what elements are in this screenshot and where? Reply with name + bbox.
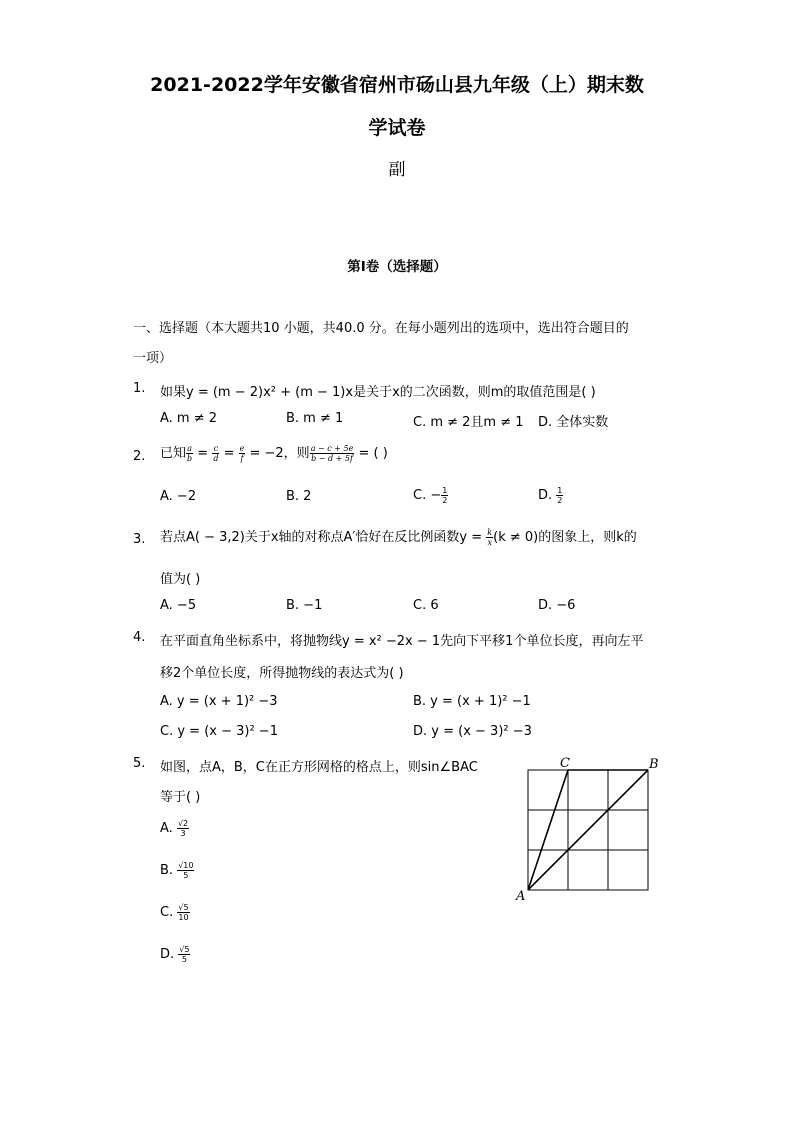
question-3-number: 3. <box>133 532 146 547</box>
fraction-denominator: x <box>487 538 492 547</box>
option-d-label: D. <box>538 488 557 503</box>
question-5-stem-line1: 如图，点A，B，C在正方形网格的格点上，则sin∠BAC <box>160 760 478 775</box>
question-5-option-d[interactable] <box>160 940 190 970</box>
fraction-numerator: √10 <box>178 861 194 870</box>
question-4-number: 4. <box>133 630 146 645</box>
volume-heading: 第I卷（选择题） <box>347 259 447 275</box>
fraction-numerator: √5 <box>179 945 190 954</box>
question-3-stem-suffix: (k ≠ 0)的图象上，则k的 <box>493 530 637 545</box>
question-4-option-c[interactable]: C. y = (x − 3)² −1 <box>160 724 278 739</box>
fraction-one-half <box>556 486 563 505</box>
option-b-label: B. <box>160 863 174 878</box>
fraction-denominator: f <box>240 454 244 463</box>
question-5-stem-line2: 等于( ) <box>160 790 201 805</box>
equals-minus-two: = −2 <box>245 446 284 461</box>
fraction-numerator: 1 <box>557 486 563 495</box>
question-2-stem-prefix: 已知 <box>160 446 187 461</box>
question-2-stem-end: = ( ) <box>354 446 388 461</box>
question-3-stem-line2: 值为( ) <box>160 572 201 587</box>
grid-figure <box>510 752 670 904</box>
question-4-option-d[interactable]: D. y = (x − 3)² −3 <box>413 724 532 739</box>
fraction-numerator: c <box>213 444 219 453</box>
question-4-stem-line1: 在平面直角坐标系中，将抛物线y = x² −2x − 1先向下平移1个单位长度，再向左平 <box>160 634 644 649</box>
question-2-option-d[interactable] <box>538 482 563 510</box>
question-5-number: 5. <box>133 756 146 771</box>
fraction-denominator: b − d + 5f <box>311 454 353 463</box>
fraction-expression <box>310 444 355 463</box>
question-3-stem-line1 <box>160 524 637 552</box>
fraction-numerator: √2 <box>177 819 189 828</box>
question-1-number: 1. <box>133 381 146 396</box>
question-5-option-b[interactable] <box>160 856 194 886</box>
point-label-b: B <box>649 757 659 772</box>
option-c-label: C. <box>160 905 174 920</box>
question-1-stem: 如果y = (m − 2)x² + (m − 1)x是关于x的二次函数，则m的取值范围是( ) <box>160 385 596 400</box>
question-1-option-a[interactable]: A. m ≠ 2 <box>160 411 218 426</box>
exam-title-line2: 学试卷 <box>368 117 426 139</box>
question-3-option-b[interactable]: B. −1 <box>286 598 323 613</box>
question-2-option-a[interactable]: A. −2 <box>160 489 197 504</box>
fraction-sqrt2-over-3 <box>177 819 189 838</box>
fraction-denominator: 3 <box>180 829 186 838</box>
question-2-stem-middle: ，则 <box>283 446 310 461</box>
fraction-denominator: 2 <box>442 496 448 505</box>
part1-heading-line2: 一项） <box>133 351 173 366</box>
fraction-numerator: 1 <box>442 486 448 495</box>
segment-ab <box>528 770 648 890</box>
fraction-numerator: e <box>239 444 245 453</box>
question-1-option-c[interactable]: C. m ≠ 2且m ≠ 1 <box>413 415 524 430</box>
fraction-numerator: √5 <box>178 903 189 912</box>
fraction-one-half <box>441 486 448 505</box>
fraction-denominator: d <box>213 454 219 463</box>
fraction-numerator: k <box>487 528 493 537</box>
question-5-option-a[interactable] <box>160 814 189 844</box>
fraction-denominator: 2 <box>557 496 563 505</box>
question-3-option-d[interactable]: D. −6 <box>538 598 576 613</box>
fraction-numerator: a <box>187 444 192 453</box>
point-label-a: A <box>516 889 526 904</box>
question-5-option-c[interactable] <box>160 898 190 928</box>
part1-heading-line1: 一、选择题（本大题共10 小题，共40.0 分。在每小题列出的选项中，选出符合题目的 <box>133 321 629 336</box>
fraction-denominator: b <box>187 454 193 463</box>
fraction-sqrt5-over-10 <box>177 903 189 922</box>
fraction-numerator: a − c + 5e <box>310 444 354 453</box>
question-4-option-b[interactable]: B. y = (x + 1)² −1 <box>413 694 531 709</box>
question-2-option-c[interactable] <box>413 482 448 510</box>
exam-title-line1: 2021-2022学年安徽省宿州市砀山县九年级（上）期末数 <box>150 74 644 96</box>
question-1-option-d[interactable]: D. 全体实数 <box>538 415 609 430</box>
fraction-sqrt10-over-5 <box>177 861 194 880</box>
option-c-label: C. − <box>413 488 442 503</box>
option-d-label: D. <box>160 947 175 962</box>
fraction-denominator: 10 <box>178 913 189 922</box>
question-2-number: 2. <box>133 449 146 464</box>
question-2-stem: 已知 $\frac{a}{b}$ = $\frac{c}{d}$ = $\frac{e}{f}$ = −2，则 $\frac{a - c + 5e}{b - d + 5f}$ = ( ) <box>160 444 388 463</box>
option-a-label: A. <box>160 821 173 836</box>
question-2-option-b[interactable]: B. 2 <box>286 489 312 504</box>
question-3-option-c[interactable]: C. 6 <box>413 598 439 613</box>
segment-ac <box>528 770 568 890</box>
fraction-sqrt5-over-5 <box>178 945 190 964</box>
question-3-stem-prefix: 若点A( − 3,2)关于x轴的对称点A′恰好在反比例函数y = <box>160 530 487 545</box>
question-4-option-a[interactable]: A. y = (x + 1)² −3 <box>160 694 278 709</box>
point-label-c: C <box>560 756 570 771</box>
fraction-denominator: 5 <box>181 955 187 964</box>
exam-subtitle: 副 <box>388 160 406 180</box>
question-3-option-a[interactable]: A. −5 <box>160 598 197 613</box>
question-4-stem-line2: 移2个单位长度，所得抛物线的表达式为( ) <box>160 666 404 681</box>
question-1-option-b[interactable]: B. m ≠ 1 <box>286 411 344 426</box>
fraction-denominator: 5 <box>183 871 189 880</box>
